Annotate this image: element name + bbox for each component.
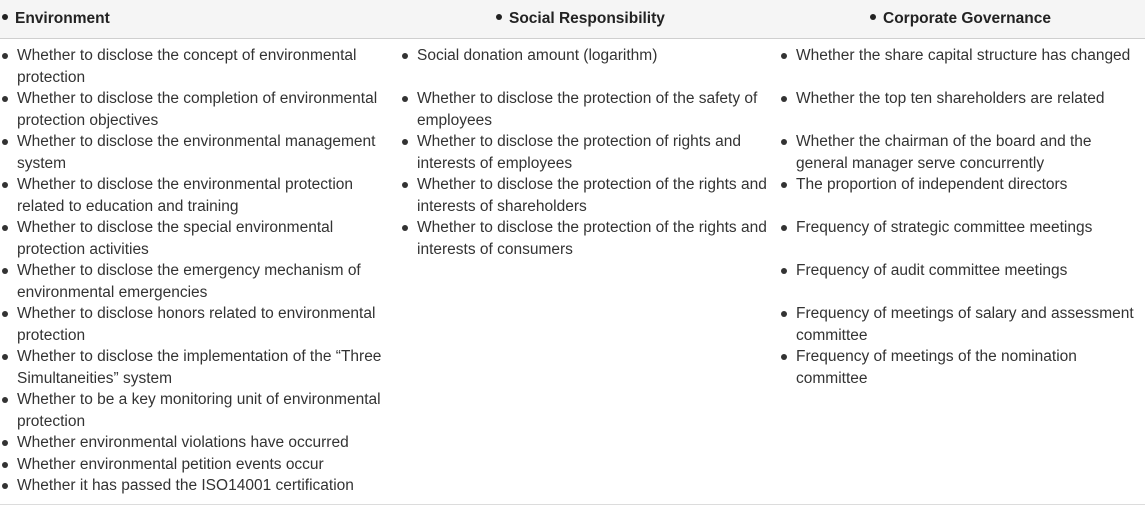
- bullet-icon: [402, 182, 408, 188]
- bullet-icon: [781, 354, 787, 360]
- corporate-governance-column: [779, 45, 1145, 387]
- list-item: [0, 475, 383, 497]
- list-item: [0, 389, 383, 432]
- environment-column: [0, 45, 383, 497]
- list-item-text: Frequency of meetings of salary and assessment committee: [796, 305, 1134, 344]
- list-item-text: Whether to disclose the concept of environmental protection: [17, 47, 357, 86]
- list-item: [400, 217, 775, 260]
- list-item-text: Whether the top ten shareholders are related: [796, 90, 1105, 107]
- bullet-icon: [781, 311, 787, 317]
- list-item-text: Whether it has passed the ISO14001 certification: [17, 477, 354, 494]
- list-item-text: Whether to disclose the protection of the rights and interests of consumers: [417, 219, 767, 258]
- bullet-icon: [781, 53, 787, 59]
- bullet-icon: [2, 139, 8, 145]
- list-item-text: Whether environmental petition events occur: [17, 455, 324, 473]
- list-item: [0, 303, 383, 346]
- list-item: [0, 454, 383, 476]
- list-item: [0, 131, 383, 174]
- list-item-text: Whether to disclose the environmental management system: [17, 133, 376, 172]
- list-item-text: The proportion of independent directors: [796, 176, 1068, 193]
- bullet-icon: [781, 268, 787, 274]
- bullet-icon: [2, 311, 8, 317]
- list-item-text: Whether to be a key monitoring unit of environmental protection: [17, 391, 381, 430]
- header-environment: [2, 10, 110, 28]
- bullet-icon: [2, 182, 8, 188]
- list-item: [779, 260, 1145, 303]
- bullet-icon: [2, 14, 8, 20]
- list-item: [779, 346, 1145, 387]
- list-item: [0, 260, 383, 303]
- bullet-icon: [496, 14, 502, 20]
- list-item-text: Frequency of strategic committee meetings: [796, 219, 1093, 236]
- bullet-icon: [2, 354, 8, 360]
- list-item: [779, 303, 1145, 346]
- social-responsibility-column: [400, 45, 775, 260]
- list-item-text: Whether to disclose the protection of rights and interests of employees: [417, 133, 741, 172]
- list-item: [0, 174, 383, 217]
- list-item: [0, 346, 383, 389]
- bullet-icon: [781, 182, 787, 188]
- list-item-text: Whether the share capital structure has changed: [796, 47, 1131, 64]
- header-governance-label: Corporate Governance: [883, 10, 1051, 27]
- list-item: [0, 88, 383, 131]
- list-item-text: Whether to disclose the protection of the safety of employees: [417, 90, 758, 129]
- list-item: [400, 45, 775, 88]
- list-item: [0, 217, 383, 260]
- list-item-text: Frequency of audit committee meetings: [796, 262, 1068, 279]
- list-item: [400, 174, 775, 217]
- list-item: [0, 432, 383, 454]
- list-item-text: Whether the chairman of the board and the general manager serve concurrently: [796, 133, 1092, 172]
- bullet-icon: [402, 139, 408, 145]
- bullet-icon: [2, 397, 8, 403]
- header-social-label: Social Responsibility: [509, 10, 665, 27]
- list-item-text: Whether to disclose the emergency mechanism of environmental emergencies: [17, 262, 361, 301]
- bullet-icon: [781, 139, 787, 145]
- bullet-icon: [402, 96, 408, 102]
- bullet-icon: [2, 96, 8, 102]
- list-item-text: Whether to disclose the implementation of the “Three Simultaneities” system: [17, 348, 382, 387]
- list-item-text: Whether to disclose the environmental protection related to education and training: [17, 176, 354, 215]
- list-item: [779, 217, 1145, 260]
- bullet-icon: [781, 96, 787, 102]
- table-bottom-rule: [0, 504, 1145, 505]
- bullet-icon: [2, 53, 8, 59]
- header-environment-label: Environment: [15, 10, 110, 27]
- bullet-icon: [2, 268, 8, 274]
- table-header-row: [0, 0, 1145, 39]
- list-item-text: Social donation amount (logarithm): [417, 47, 658, 64]
- header-corporate-governance: [870, 10, 1051, 28]
- bullet-icon: [2, 440, 8, 446]
- header-social-responsibility: [496, 10, 665, 28]
- bullet-icon: [781, 225, 787, 231]
- list-item: [0, 45, 383, 88]
- list-item: [400, 88, 775, 131]
- bullet-icon: [870, 14, 876, 20]
- list-item: [779, 45, 1145, 88]
- list-item: [779, 174, 1145, 217]
- bullet-icon: [2, 225, 8, 231]
- list-item: [400, 131, 775, 174]
- list-item-text: Whether to disclose the protection of the rights and interests of shareholders: [417, 176, 767, 215]
- list-item: [779, 131, 1145, 174]
- bullet-icon: [2, 483, 8, 489]
- bullet-icon: [2, 462, 8, 468]
- bullet-icon: [402, 53, 408, 59]
- bullet-icon: [402, 225, 408, 231]
- list-item: [779, 88, 1145, 131]
- list-item-text: Whether environmental violations have occurred: [17, 434, 349, 451]
- list-item-text: Whether to disclose the special environmental protection activities: [17, 219, 334, 258]
- list-item-text: Whether to disclose honors related to environmental protection: [17, 305, 376, 344]
- list-item-text: Whether to disclose the completion of environmental protection objectives: [17, 90, 378, 129]
- list-item-text: Frequency of meetings of the nomination committee: [796, 348, 1077, 387]
